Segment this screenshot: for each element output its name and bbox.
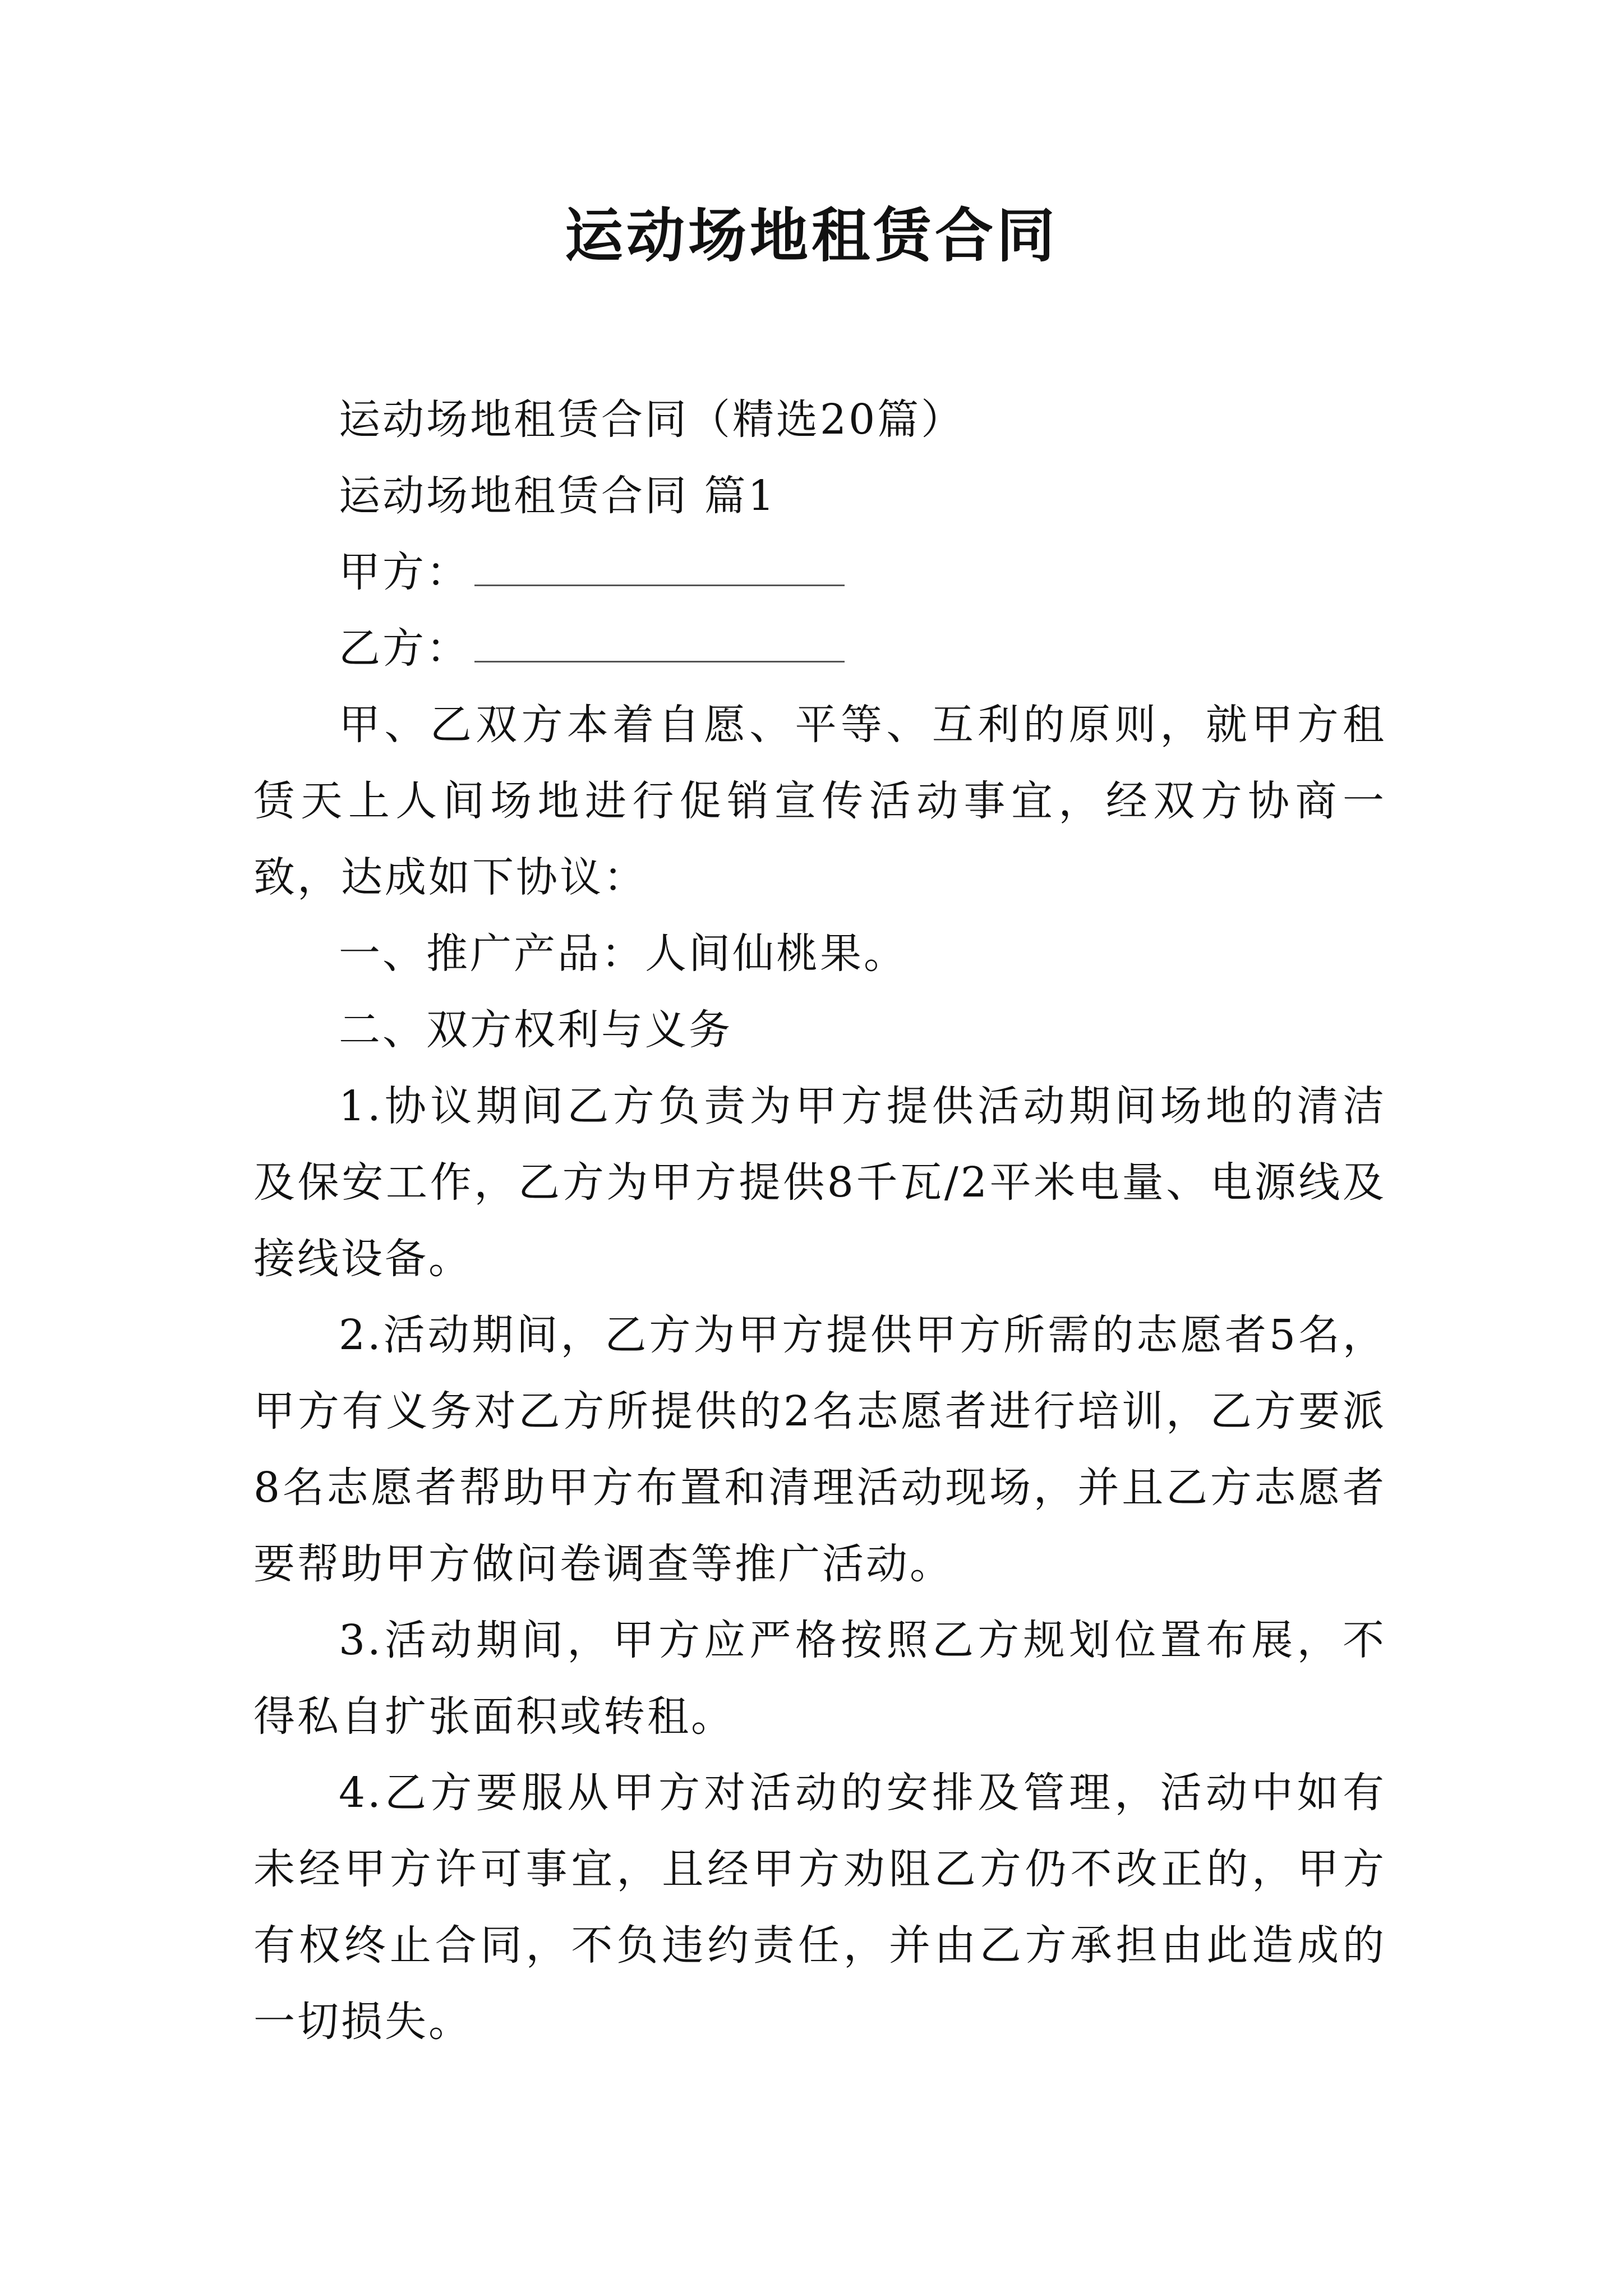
document-subtitle: 运动场地租赁合同（精选20篇） bbox=[339, 395, 965, 444]
party-b-label: 乙方： bbox=[339, 624, 470, 673]
paragraph-product: 一、推广产品：人间仙桃果。 bbox=[339, 930, 907, 978]
paragraph-rights-heading: 二、双方权利与义务 bbox=[339, 1006, 732, 1054]
paragraph-intro: 甲、乙双方本着自愿、平等、互利的原则，就甲方租赁天上人间场地进行促销宣传活动事宜，经双方协商一致，达成如下协议： bbox=[253, 701, 1386, 901]
section-heading: 运动场地租赁合同 篇1 bbox=[339, 472, 777, 520]
party-a-row bbox=[253, 534, 1386, 610]
party-a-label: 甲方： bbox=[339, 548, 470, 596]
paragraph-clause-4: 4.乙方要服从甲方对活动的安排及管理，活动中如有未经甲方许可事宜，且经甲方劝阻乙方仍不改正的，甲方有权终止合同，不负违约责任，并由乙方承担由此造成的一切损失。 bbox=[253, 1769, 1386, 2046]
party-b-row bbox=[253, 610, 1386, 687]
document-title: 运动场地租赁合同 bbox=[564, 201, 1058, 270]
paragraph-clause-2: 2.活动期间，乙方为甲方提供甲方所需的志愿者5名，甲方有义务对乙方所提供的2名志愿者进行培训，乙方要派8名志愿者帮助甲方布置和清理活动现场，并且乙方志愿者要帮助甲方做问卷调查等推广活动。 bbox=[253, 1311, 1386, 1588]
party-b-blank bbox=[474, 626, 845, 662]
paragraph-clause-1: 1.协议期间乙方负责为甲方提供活动期间场地的清洁及保安工作，乙方为甲方提供8千瓦/2平米电量、电源线及接线设备。 bbox=[253, 1082, 1386, 1283]
document-body bbox=[253, 381, 1386, 2060]
party-a-blank bbox=[474, 550, 845, 586]
paragraph-clause-3: 3.活动期间，甲方应严格按照乙方规划位置布展，不得私自扩张面积或转租。 bbox=[253, 1616, 1386, 1741]
